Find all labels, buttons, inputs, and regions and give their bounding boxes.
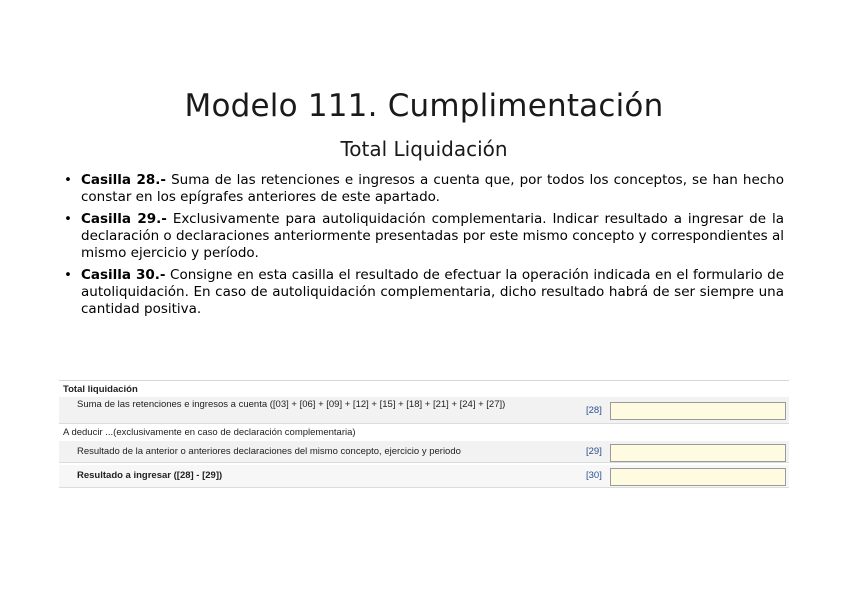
form-row-28 <box>59 397 789 424</box>
casilla-28-input[interactable] <box>610 402 786 420</box>
row-28-code: [28] <box>586 405 602 416</box>
bullet-text: Consigne en esta casilla el resultado de efectuar la operación indicada en el formulario de autoliquidación. En caso de autoliquidación complementaria, dicho resultado habrá de ser siempre una cantidad positiva. <box>81 267 785 317</box>
bullet-text: Exclusivamente para autoliquidación complementaria. Indicar resultado a ingresar de la declaración o declaraciones anteriormente presentadas por este mismo concepto y correspondientes al mismo ejercicio y período. <box>81 211 784 261</box>
bullet-term: Casilla 28.- <box>81 172 167 188</box>
form-row-30 <box>59 465 789 488</box>
slide-title: Modelo 111. Cumplimentación <box>184 88 664 124</box>
bullet-casilla-28 <box>64 172 784 206</box>
row-28-label: Suma de las retenciones e ingresos a cuenta ([03] + [06] + [09] + [12] + [15] + [18] + [21] + [24] + [27]) <box>77 399 506 410</box>
form-row-29 <box>59 441 789 463</box>
row-29-label: Resultado de la anterior o anteriores declaraciones del mismo concepto, ejercicio y periodo <box>77 446 461 457</box>
row-30-code: [30] <box>586 470 602 481</box>
total-liquidacion-form <box>59 380 789 488</box>
casilla-29-input[interactable] <box>610 444 786 462</box>
deduct-label: A deducir ...(exclusivamente en caso de declaración complementaria) <box>59 424 789 441</box>
bullet-casilla-30 <box>64 267 784 318</box>
bullet-casilla-29 <box>64 211 784 262</box>
row-30-label: Resultado a ingresar ([28] - [29]) <box>77 470 223 481</box>
bullet-dot-icon: • <box>64 172 72 188</box>
row-29-code: [29] <box>586 446 602 457</box>
bullet-dot-icon: • <box>64 211 72 227</box>
slide-subtitle: Total Liquidación <box>340 137 508 161</box>
bullet-text: Suma de las retenciones e ingresos a cuenta que, por todos los conceptos, se han hecho constar en los epígrafes anteriores de este apartado. <box>81 172 784 205</box>
casilla-30-input[interactable] <box>610 468 786 486</box>
bullet-term: Casilla 30.- <box>81 267 166 283</box>
bullet-dot-icon: • <box>64 267 72 283</box>
bullet-list <box>64 172 784 323</box>
form-header: Total liquidación <box>59 380 789 397</box>
bullet-term: Casilla 29.- <box>81 211 167 227</box>
